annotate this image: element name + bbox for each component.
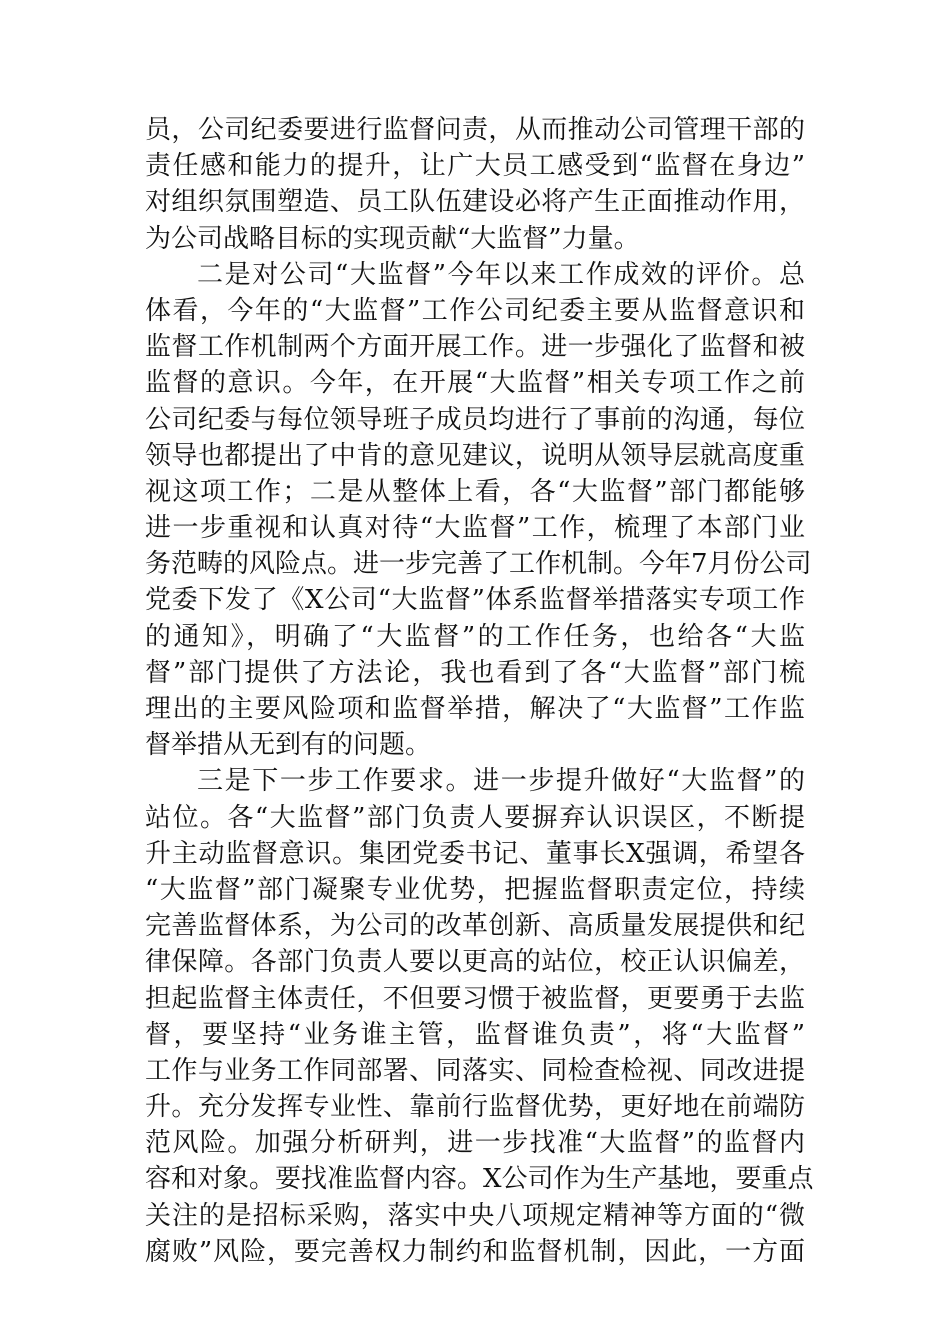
text-line: 工作与业务工作同部署、同落实、同检查检视、同改进提 (145, 1055, 805, 1086)
text-line: 站位。各“大监督”部门负责人要摒弃认识误区，不断提 (145, 802, 805, 833)
paragraph-first-line: 三是下一步工作要求。进一步提升做好“大监督”的 (197, 766, 805, 797)
text-line: 关注的是招标采购，落实中央八项规定精神等方面的“微 (145, 1200, 805, 1231)
text-line: 监督的意识。今年，在开展“大监督”相关专项工作之前 (145, 368, 805, 399)
text-line: 务范畴的风险点。进一步完善了工作机制。今年7月份公司 (145, 549, 812, 580)
paragraph-first-line: 二是对公司“大监督”今年以来工作成效的评价。总 (197, 259, 805, 290)
text-line: 容和对象。要找准监督内容。X公司作为生产基地，要重点 (145, 1164, 814, 1195)
text-line: “大监督”部门凝聚专业优势，把握监督职责定位，持续 (145, 874, 805, 905)
text-line: 督，要坚持“业务谁主管，监督谁负责”，将“大监督” (145, 1019, 805, 1050)
text-line: 为公司战略目标的实现贡献“大监督”力量。 (145, 223, 640, 254)
text-line: 督举措从无到有的问题。 (145, 730, 432, 761)
text-line: 担起监督主体责任，不但要习惯于被监督，更要勇于去监 (145, 983, 805, 1014)
text-line: 范风险。加强分析研判，进一步找准“大监督”的监督内 (145, 1128, 805, 1159)
text-line: 的通知》，明确了“大监督”的工作任务，也给各“大监 (145, 621, 805, 652)
text-line: 升。充分发挥专业性、靠前行监督优势，更好地在前端防 (145, 1092, 805, 1123)
text-line: 督”部门提供了方法论，我也看到了各“大监督”部门梳 (145, 657, 805, 688)
text-line: 公司纪委与每位领导班子成员均进行了事前的沟通，每位 (145, 404, 805, 435)
text-line: 理出的主要风险项和监督举措，解决了“大监督”工作监 (145, 694, 805, 724)
text-line: 完善监督体系，为公司的改革创新、高质量发展提供和纪 (145, 911, 805, 942)
text-line: 监督工作机制两个方面开展工作。进一步强化了监督和被 (145, 332, 805, 363)
text-line: 视这项工作；二是从整体上看，各“大监督”部门都能够 (145, 476, 805, 507)
text-line: 领导也都提出了中肯的意见建议，说明从领导层就高度重 (145, 440, 805, 471)
text-line: 体看，今年的“大监督”工作公司纪委主要从监督意识和 (145, 295, 805, 326)
text-line: 腐败”风险，要完善权力制约和监督机制，因此，一方面 (145, 1236, 805, 1267)
text-line: 责任感和能力的提升，让广大员工感受到“监督在身边” (145, 151, 805, 182)
text-line: 员，公司纪委要进行监督问责，从而推动公司管理干部的 (145, 115, 805, 145)
document-page (145, 112, 814, 1270)
text-line: 进一步重视和认真对待“大监督”工作，梳理了本部门业 (145, 513, 805, 544)
text-line: 党委下发了《X公司“大监督”体系监督举措落实专项工作 (145, 585, 805, 616)
text-line: 对组织氛围塑造、员工队伍建设必将产生正面推动作用， (145, 187, 805, 218)
text-line: 升主动监督意识。集团党委书记、董事长X强调，希望各 (145, 838, 805, 869)
text-line: 律保障。各部门负责人要以更高的站位，校正认识偏差， (145, 947, 805, 978)
